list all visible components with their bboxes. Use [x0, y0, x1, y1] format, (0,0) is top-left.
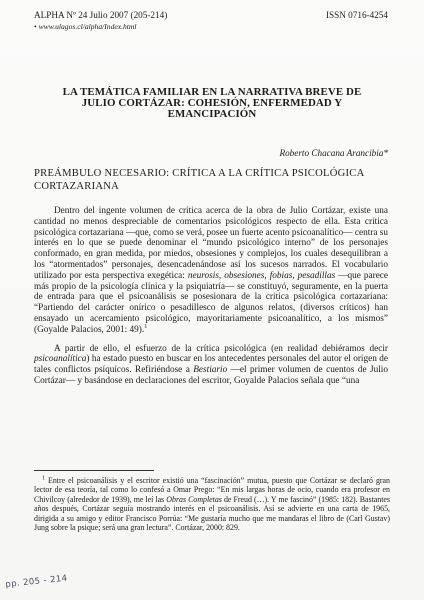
section-heading	[34, 167, 388, 193]
title-line-2: JULIO CORTÁZAR: COHESIÓN, ENFERMEDAD Y	[81, 97, 343, 110]
journal-url[interactable]	[34, 21, 167, 32]
body-text	[34, 206, 388, 387]
footnote-divider	[34, 470, 154, 471]
footnote-number: 1	[42, 475, 45, 482]
journal-citation: ALPHA Nº 24 Julio 2007 (205-214)	[34, 10, 168, 20]
title-line-3: EMANCIPACIÓN	[167, 108, 257, 121]
url-bullet-icon: •	[34, 22, 39, 31]
issn: ISSN 0716-4254	[325, 10, 388, 20]
journal-url-text[interactable]: www.ulagos.cl/alpha/Index.html	[38, 22, 137, 31]
section-heading-line-1: PREÁMBULO NECESARIO: CRÍTICA A LA CRÍTICA PSICOLÓGICA	[34, 168, 365, 179]
section-heading-line-2: CORTAZARIANA	[34, 181, 120, 192]
journal-header	[34, 10, 167, 32]
article-title	[36, 87, 388, 121]
handwritten-page-annotation: pp. 205 - 214	[4, 573, 68, 590]
footnote	[34, 476, 390, 532]
paragraph-2: A partir de ello, el esfuerzo de la crítica psicológica (en realidad debiéramos decir psicoanalítica) ha estado puesto en buscar en los antecedentes personales del autor el origen de tales conflictos psíquicos. Refiriéndose a Bestiario —el primer volumen de cuentos de Julio Cortázar— y basándose en declaraciones del escritor, Goyalde Palacios señala que “una	[34, 343, 388, 386]
title-line-1: LA TEMÁTICA FAMILIAR EN LA NARRATIVA BREVE DE	[62, 86, 362, 98]
paragraph-1: Dentro del ingente volumen de crítica acerca de la obra de Julio Cortázar, existe una cantidad no menos despreciable de comentarios psicológicos respecto de ella. Esta crítica psicológica cortazariana —que, como se verá, posee un fuerte acento psicoanalítico— centra su interés en lo que se puede denominar el “mundo psicológico interno” de los personajes conformado, en gran medida, por miedos, obsesiones y complejos, los cuales desequilibran a los “atormentados” personajes, desencadenándose así los sucesos narrados. El vocabulario utilizado por esta perspectiva exegética: neurosis, obsesiones, fobias, pesadillas —que parece más propio de la psicología clínica y la psiquiatría— se constituyó, seguramente, en la puerta de entrada para que el psicoanálisis se posesionara de la crítica psicológica cortazariana: “Partiendo del carácter onírico o pesadillesco de algunos relatos, (diversos críticos) han ensayado un acercamiento psicológico, mayoritariamente psicoanalítico, a los mismos” (Goyalde Palacios, 2001: 49).$^1$	[34, 206, 389, 335]
footnote-ref[interactable]: 1	[144, 323, 148, 330]
footnote-1: $^1$ Entre el psicoanálisis y el escritor existió una “fascinación” mutua, puesto que Cortázar se declaró gran lector de esa teoría, tal como lo confesó a Omar Prego: “En mis largas horas de ocio, cuando era profesor en Chivilcoy (alrededor de 1939), me leí las Obras Completas de Freud (…). Y me fascinó” (1985: 182). Bastantes años después, Cortázar seguía mostrando interés en el psicoanálisis. Así se advierte en una carta de 1965, dirigida a su amigo y editor Francisco Porrúa: “Me gustaría mucho que me mandaras el libro de (Carl Gustav) Jung sobre la psique; será una gran lectura”. Cortázar, 2000: 829.	[34, 475, 390, 533]
article-author: Roberto Chacana Arancibia*	[279, 148, 388, 158]
